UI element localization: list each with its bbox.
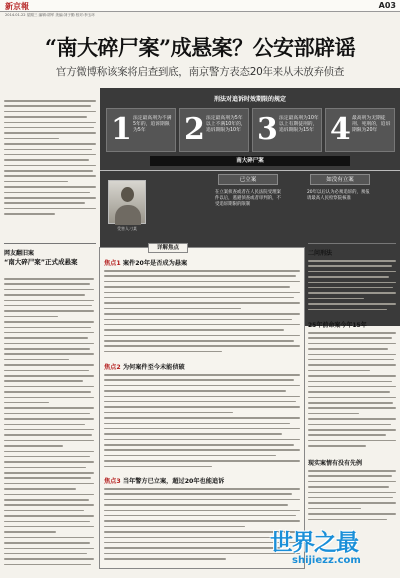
left-box-header: 网友翻旧案 xyxy=(4,250,35,257)
stat-text: 法定最高刑为不满5年的，追诉期限为5年 xyxy=(133,116,172,134)
stat-number: 1 xyxy=(111,112,132,147)
branch-filed: 已立案 xyxy=(218,174,278,185)
photo-body-shape xyxy=(115,205,141,225)
stat-text: 法定最高刑为10年以上有期徒刑的，追诉期限为15年 xyxy=(279,116,319,134)
newspaper-logo: 新京報 xyxy=(5,1,29,11)
site-watermark xyxy=(270,524,396,578)
page-number: A03 xyxy=(378,1,396,10)
right-text-3 xyxy=(308,470,396,526)
stat-text: 法定最高刑为5年以上不满10年的，追诉期限为10年 xyxy=(206,116,246,134)
branch-not-filed-text: 20年以后认为必须追诉的，须报请最高人民检察院核准 xyxy=(307,190,370,201)
focus-title: 当年警方已立案，超过20年也能追诉 xyxy=(122,478,225,485)
right-text-2 xyxy=(308,332,396,452)
watermark-url: shijiezz.com xyxy=(292,555,361,566)
focus-box-tag: 详解焦点 xyxy=(148,243,188,253)
intro-text-block xyxy=(4,100,96,240)
photo-head-shape xyxy=(121,187,134,202)
right-column-header: 二问刑法 xyxy=(308,250,333,257)
photo-caption: 受害人刁某 xyxy=(117,226,137,231)
focus-heading-3 xyxy=(104,476,224,485)
divider xyxy=(100,170,400,171)
focus-box xyxy=(99,247,305,569)
right-subheading-2: 现实案情有没有先例 xyxy=(308,460,363,467)
sub-headline: 官方微博称该案将启查到底，南京警方表态20年来从未放弃侦查 xyxy=(55,66,345,78)
stat-number: 3 xyxy=(257,112,278,147)
main-headline: “南大碎尸案”成悬案？公安部辟谣 xyxy=(44,35,356,60)
case-title-bar: 南大碎尸案 xyxy=(150,156,350,166)
stat-number: 4 xyxy=(330,112,351,147)
focus-text-2 xyxy=(104,374,300,472)
focus-prefix: 焦点2 xyxy=(104,364,121,371)
watermark-logo-text: 世界之最 xyxy=(270,530,358,556)
stat-box-4 xyxy=(325,108,395,152)
right-subheading-1: 25年前命案今年15年 xyxy=(308,322,367,329)
branch-not-filed: 如没有立案 xyxy=(310,174,370,185)
focus-prefix: 焦点3 xyxy=(104,478,121,485)
left-box-text xyxy=(4,278,94,570)
branch-filed-text: 在立案侦查或者在人民法院受理案件以后，逃避侦查或者审判的，不受追诉期限的限制 xyxy=(215,190,281,207)
focus-text-1 xyxy=(104,270,300,358)
issue-info: 2014.01.22 星期三 编辑:胡军 美编:刘子勤 校对:李玉环 xyxy=(5,13,95,17)
masthead xyxy=(0,0,400,12)
info-panel-title: 刑法对追诉时效期限的规定 xyxy=(213,96,286,103)
stat-box-3 xyxy=(252,108,322,152)
left-sidebar-box xyxy=(4,243,96,573)
focus-heading-1 xyxy=(104,258,187,267)
victim-photo xyxy=(108,180,146,224)
stat-box-1 xyxy=(106,108,176,152)
stat-box-2 xyxy=(179,108,249,152)
focus-title: 案件20年是否成为悬案 xyxy=(122,260,188,267)
stat-text: 最高刑为无期徒刑、死刑的，追诉期限为20年 xyxy=(352,116,391,134)
focus-title: 为何案件至今未能侦破 xyxy=(122,364,185,371)
right-text-1 xyxy=(308,260,396,316)
stat-number: 2 xyxy=(184,112,205,147)
left-box-title: “南大碎尸案”正式成悬案 xyxy=(4,258,78,266)
focus-heading-2 xyxy=(104,362,185,371)
focus-prefix: 焦点1 xyxy=(104,260,121,267)
